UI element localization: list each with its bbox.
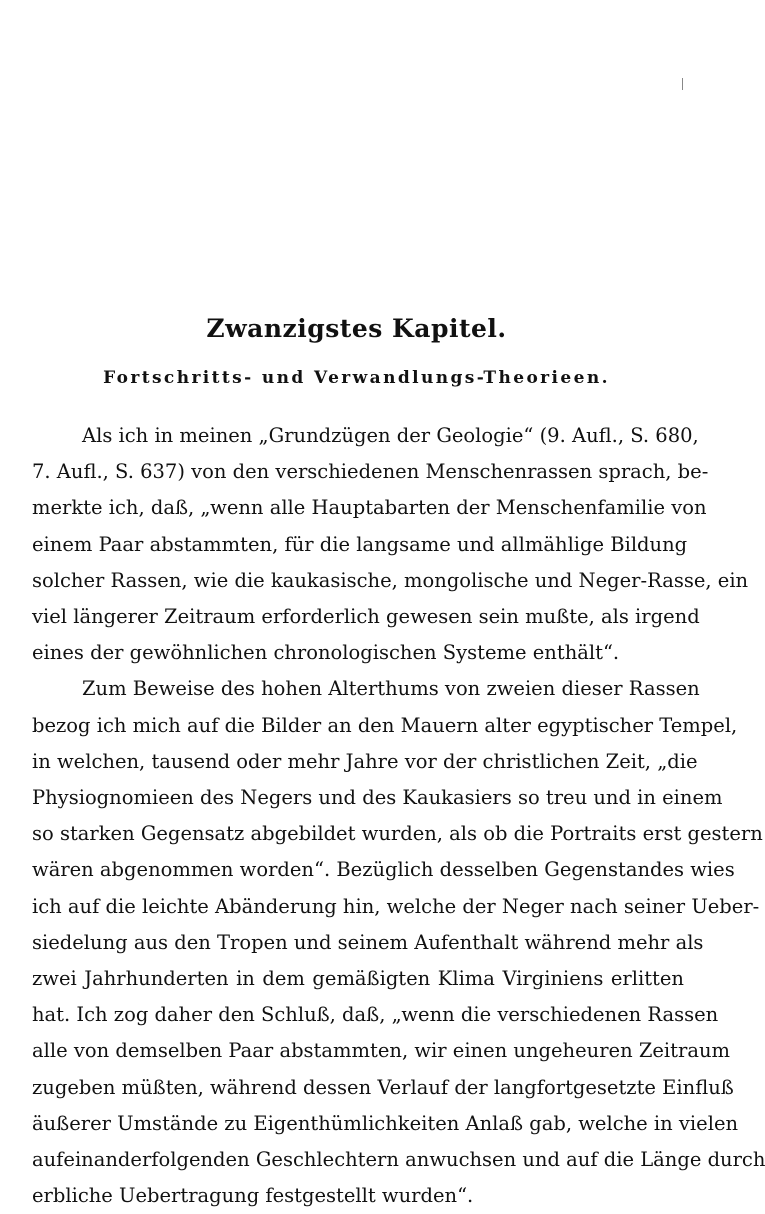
text-line: viel längerer Zeitraum erforderlich gewesen sein mußte, als irgend: [32, 605, 700, 629]
text-line: Als ich in meinen „Grundzügen der Geologie“ (9. Aufl., S. 680,: [82, 424, 699, 447]
text-line: zugeben müßten, während dessen Verlauf der langfortgesetzte Einfluß: [32, 1075, 734, 1099]
text-line: einem Paar abstammten, für die langsame und allmählige Bildung: [32, 532, 688, 556]
text-line: siedelung aus den Tropen und seinem Aufenthalt während mehr als: [32, 930, 704, 954]
body-text: [32, 418, 765, 1214]
text-line: aufeinanderfolgenden Geschlechtern anwuchsen und auf die Länge durch: [32, 1148, 765, 1172]
text-line: äußerer Umstände zu Eigenthümlichkeiten Anlaß gab, welche in vielen: [32, 1111, 739, 1135]
text-line: eines der gewöhnlichen chronologischen Systeme enthält“.: [32, 641, 620, 665]
text-line: erbliche Uebertragung festgestellt wurden“.: [32, 1184, 474, 1208]
text-line: solcher Rassen, wie die kaukasische, mongolische und Neger-Rasse, ein: [32, 568, 749, 592]
paragraph-2: [32, 671, 765, 1214]
text-line: so starken Gegensatz abgebildet wurden, als ob die Portraits erst gestern: [32, 822, 763, 846]
text-line: zwei Jahrhunderten in dem gemäßigten Klima Virginiens erlitten: [32, 967, 684, 991]
text-line: in welchen, tausend oder mehr Jahre vor der christlichen Zeit, „die: [32, 749, 698, 773]
text-line: wären abgenommen worden“. Bezüglich desselben Gegenstandes wies: [32, 858, 735, 882]
text-line: merkte ich, daß, „wenn alle Hauptabarten der Menschenfamilie von: [32, 496, 707, 520]
text-line: hat. Ich zog daher den Schluß, daß, „wenn die verschiedenen Rassen: [32, 1003, 719, 1027]
text-line: bezog ich mich auf die Bilder an den Mauern alter egyptischer Tempel,: [32, 713, 738, 737]
text-line: Physiognomieen des Negers und des Kaukasiers so treu und in einem: [32, 786, 723, 810]
paragraph-1: [32, 418, 749, 671]
text-line: alle von demselben Paar abstammten, wir einen ungeheuren Zeitraum: [32, 1039, 730, 1063]
text-line: Zum Beweise des hohen Alterthums von zweien dieser Rassen: [82, 677, 700, 701]
text-line: 7. Aufl., S. 637) von den verschiedenen Menschenrassen sprach, be-: [32, 460, 709, 484]
margin-mark: [682, 78, 683, 90]
chapter-subtitle: Fortschritts- und Verwandlungs-Theorieen.: [103, 368, 610, 388]
text-line: ich auf die leichte Abänderung hin, welche der Neger nach seiner Ueber-: [32, 894, 760, 918]
chapter-title: Zwanzigstes Kapitel.: [206, 314, 507, 343]
